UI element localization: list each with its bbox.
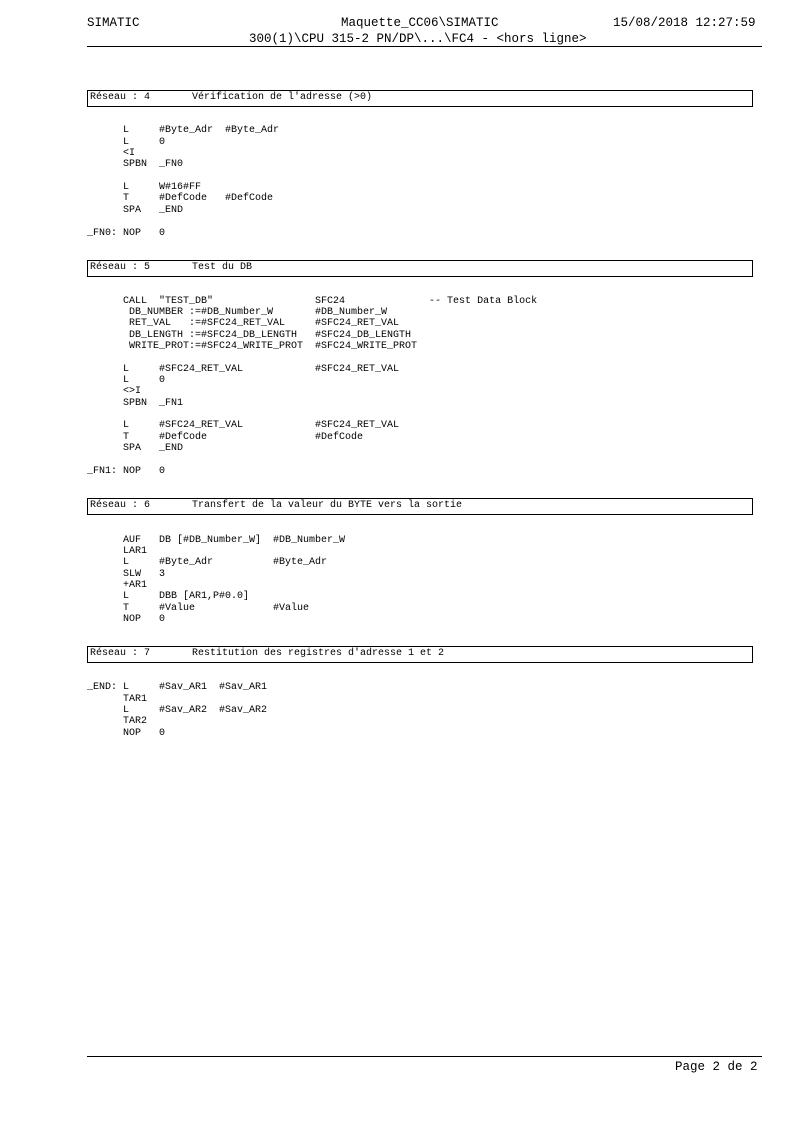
code-line: NOP 0 [87,614,166,625]
code-line: T #DefCode #DefCode [87,193,274,204]
network-label: Réseau : 6 [90,500,151,511]
code-line: L DBB [AR1,P#0.0] [87,591,250,602]
network-header-5 [87,260,753,277]
code-line: <I [87,148,136,159]
code-line: T #DefCode #DefCode [87,432,364,443]
network-header-4 [87,90,753,107]
header-app-name: SIMATIC [87,16,140,30]
network-header-7 [87,646,753,663]
code-line: SPA _END [87,205,184,216]
footer-divider [87,1056,762,1057]
code-line: L W#16#FF [87,182,202,193]
code-line: AUF DB [#DB_Number_W] #DB_Number_W [87,535,346,546]
code-line: SPBN _FN0 [87,159,184,170]
code-line: _FN1: NOP 0 [87,466,166,477]
header-block-path: 300(1)\CPU 315-2 PN/DP\...\FC4 - <hors ligne> [249,32,587,46]
network-title: Transfert de la valeur du BYTE vers la sortie [192,500,463,511]
code-line: L #Byte_Adr #Byte_Adr [87,125,280,136]
header-divider [87,46,762,47]
code-line: SLW 3 [87,569,166,580]
header-project-path: Maquette_CC06\SIMATIC [341,16,499,30]
network-label: Réseau : 5 [90,262,151,273]
network-label: Réseau : 4 [90,92,151,103]
code-line: DB_NUMBER :=#DB_Number_W #DB_Number_W [87,307,388,318]
code-line: DB_LENGTH :=#SFC24_DB_LENGTH #SFC24_DB_LENGTH [87,330,412,341]
code-line: SPA _END [87,443,184,454]
network-title: Test du DB [192,262,253,273]
code-line: NOP 0 [87,728,166,739]
network-title: Vérification de l'adresse (>0) [192,92,373,103]
code-line: T #Value #Value [87,603,310,614]
code-line: L 0 [87,137,166,148]
code-line: L 0 [87,375,166,386]
code-line: RET_VAL :=#SFC24_RET_VAL #SFC24_RET_VAL [87,318,400,329]
code-line: L #Byte_Adr #Byte_Adr [87,557,328,568]
code-line: _FN0: NOP 0 [87,228,166,239]
code-line: L #SFC24_RET_VAL #SFC24_RET_VAL [87,420,400,431]
code-line: CALL "TEST_DB" SFC24 -- Test Data Block [87,296,538,307]
code-line: +AR1 [87,580,148,591]
code-line: WRITE_PROT:=#SFC24_WRITE_PROT #SFC24_WRITE_PROT [87,341,418,352]
network-title: Restitution des registres d'adresse 1 et 2 [192,648,445,659]
header-timestamp: 15/08/2018 12:27:59 [613,16,756,30]
code-line: LAR1 [87,546,148,557]
code-line: <>I [87,386,142,397]
network-label: Réseau : 7 [90,648,151,659]
page-number: Page 2 de 2 [675,1060,758,1074]
code-line: L #SFC24_RET_VAL #SFC24_RET_VAL [87,364,400,375]
code-line: _END: L #Sav_AR1 #Sav_AR1 [87,682,268,693]
code-line: L #Sav_AR2 #Sav_AR2 [87,705,268,716]
code-line: TAR2 [87,716,148,727]
code-line: TAR1 [87,694,148,705]
code-line: SPBN _FN1 [87,398,184,409]
network-header-6 [87,498,753,515]
